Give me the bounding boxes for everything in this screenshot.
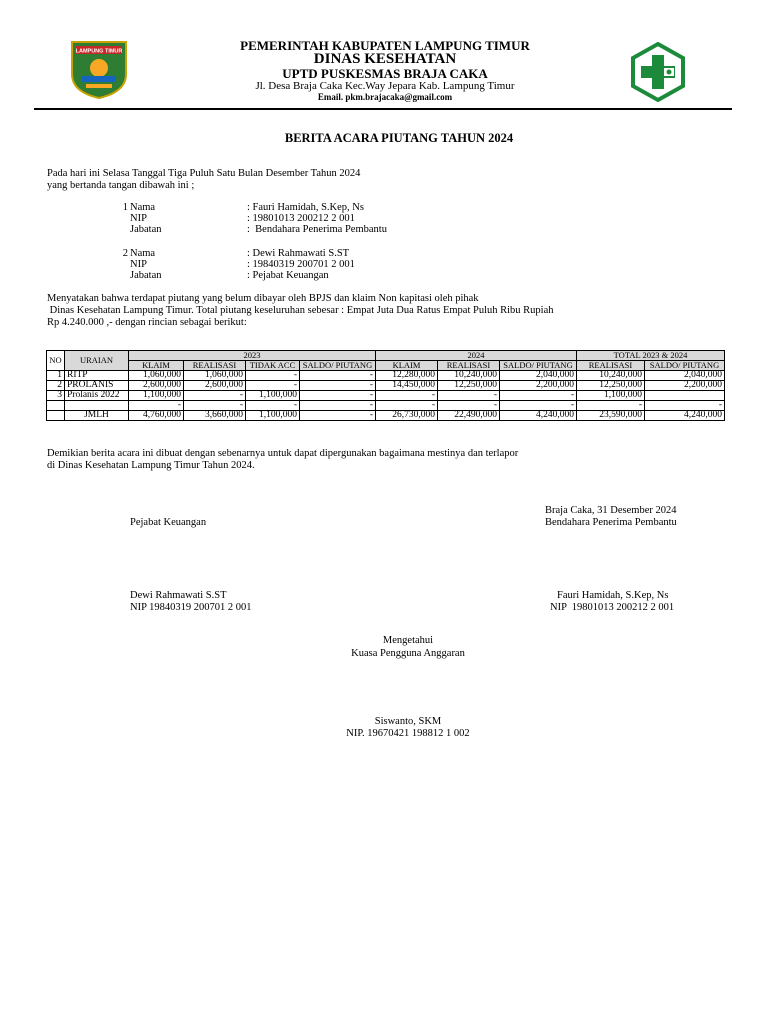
person-1-nip-label: NIP: [130, 213, 147, 224]
table-cell-total-saldo: -: [645, 401, 725, 411]
person-2-jabatan: : Pejabat Keuangan: [247, 270, 329, 281]
table-cell-uraian: RITP: [65, 371, 129, 381]
table-cell-2024-saldo: -: [500, 391, 577, 401]
table-cell-total-saldo: 2,200,000: [645, 381, 725, 391]
person-2-nip: : 19840319 200701 2 001: [247, 259, 355, 270]
table-cell-2024-saldo: 2,200,000: [500, 381, 577, 391]
table-row: [47, 381, 725, 391]
kpa-role: Kuasa Pengguna Anggaran: [351, 648, 465, 659]
table-group-2024: 2024: [376, 351, 577, 361]
person-2-jabatan-label: Jabatan: [130, 270, 162, 281]
table-cell-total-realisasi: 1,100,000: [577, 391, 645, 401]
table-cell-2024-klaim: 12,280,000: [376, 371, 438, 381]
table-cell-2024-realisasi: -: [438, 391, 500, 401]
table-header-2023-saldo: SALDO/ PIUTANG: [300, 361, 376, 371]
table-header-no: NO: [47, 351, 65, 371]
header-government: PEMERINTAH KABUPATEN LAMPUNG TIMUR: [240, 38, 530, 53]
table-group-total: TOTAL 2023 & 2024: [577, 351, 725, 361]
table-header-uraian: URAIAN: [65, 351, 129, 371]
place-date: Braja Caka, 31 Desember 2024: [545, 505, 677, 516]
table-cell-no: [47, 411, 65, 421]
table-header-2023-tidak-acc: TIDAK ACC: [246, 361, 300, 371]
right-signer-nip: NIP 19801013 200212 2 001: [550, 602, 675, 613]
header-email: Email. pkm.brajacaka@gmail.com: [317, 92, 453, 102]
table-cell-2024-realisasi: -: [438, 401, 500, 411]
table-header-2024-saldo: SALDO/ PIUTANG: [500, 361, 577, 371]
table-row: [47, 391, 725, 401]
table-cell-2023-tidak-acc: 1,100,000: [246, 391, 300, 401]
table-cell-2024-saldo: -: [500, 401, 577, 411]
header-divider: [34, 108, 732, 110]
table-cell-no: 3: [47, 391, 65, 401]
table-row: [47, 371, 725, 381]
table-group-2023: 2023: [129, 351, 376, 361]
header-department: DINAS KESEHATAN: [313, 51, 457, 67]
mengetahui-label: Mengetahui: [382, 635, 434, 646]
table-cell-2023-klaim: 4,760,000: [129, 411, 184, 421]
table-cell-2023-tidak-acc: -: [246, 381, 300, 391]
left-signer-name: Dewi Rahmawati S.ST: [130, 590, 227, 601]
left-signer-nip: NIP 19840319 200701 2 001: [130, 602, 252, 613]
table-cell-2024-realisasi: 10,240,000: [438, 371, 500, 381]
closing-line-2: di Dinas Kesehatan Lampung Timur Tahun 2024.: [47, 460, 255, 471]
table-total-row: [47, 411, 725, 421]
header-address: Jl. Desa Braja Caka Kec.Way Jepara Kab. Lampung Timur: [255, 80, 515, 92]
right-signer-role: Bendahara Penerima Pembantu: [545, 517, 677, 528]
table-cell-total-realisasi: 12,250,000: [577, 381, 645, 391]
table-cell-no: 1: [47, 371, 65, 381]
table-cell-2023-klaim: 1,100,000: [129, 391, 184, 401]
table-cell-2023-saldo: -: [300, 401, 376, 411]
table-cell-2023-klaim: -: [129, 401, 184, 411]
table-cell-2023-tidak-acc: -: [246, 401, 300, 411]
closing-line-1: Demikian berita acara ini dibuat dengan sebenarnya untuk dapat dipergunakan bagaimana mestinya dan terlapor: [47, 448, 519, 459]
table-cell-uraian: Prolanis 2022: [65, 391, 129, 401]
table-cell-2023-klaim: 1,060,000: [129, 371, 184, 381]
table-cell-total-realisasi: 10,240,000: [577, 371, 645, 381]
table-cell-total-saldo: [645, 391, 725, 401]
person-1-jabatan: : Bendahara Penerima Pembantu: [247, 224, 387, 235]
person-2-number: 2: [122, 248, 128, 259]
intro-line-2: yang bertanda tangan dibawah ini ;: [47, 180, 195, 191]
table-cell-2023-realisasi: -: [184, 401, 246, 411]
table-cell-uraian: [65, 401, 129, 411]
table-cell-2023-tidak-acc: -: [246, 371, 300, 381]
person-1-number: 1: [122, 202, 128, 213]
table-header-sub-row: [47, 361, 725, 371]
person-1-nip: : 19801013 200212 2 001: [247, 213, 355, 224]
table-cell-2024-klaim: 26,730,000: [376, 411, 438, 421]
table-cell-total-realisasi: -: [577, 401, 645, 411]
table-header-group-row: [47, 351, 725, 361]
person-1-nama-label: Nama: [130, 202, 156, 213]
table-cell-2024-saldo: 4,240,000: [500, 411, 577, 421]
person-1-jabatan-label: Jabatan: [130, 224, 162, 235]
lampung-timur-emblem-logo: [68, 38, 130, 100]
table-cell-2023-saldo: -: [300, 391, 376, 401]
table-header-2023-klaim: KLAIM: [129, 361, 184, 371]
table-header-total-realisasi: REALISASI: [577, 361, 645, 371]
table-cell-2024-saldo: 2,040,000: [500, 371, 577, 381]
health-cross-logo-icon: [628, 42, 688, 102]
person-2-nama: : Dewi Rahmawati S.ST: [247, 248, 350, 259]
logo-left-text: LAMPUNG TIMUR: [75, 48, 123, 55]
receivables-table: [46, 350, 725, 421]
kpa-nip: NIP. 19670421 198812 1 002: [346, 728, 470, 739]
header-unit: UPTD PUSKESMAS BRAJA CAKA: [282, 66, 488, 81]
person-1-nama: : Fauri Hamidah, S.Kep, Ns: [247, 202, 364, 213]
table-cell-total-saldo: 4,240,000: [645, 411, 725, 421]
statement-line-3: Rp 4.240.000 ,- dengan rincian sebagai berikut:: [47, 317, 247, 328]
table-cell-no: [47, 401, 65, 411]
table-cell-2024-klaim: -: [376, 391, 438, 401]
table-header-2024-realisasi: REALISASI: [438, 361, 500, 371]
table-cell-2023-realisasi: -: [184, 391, 246, 401]
table-cell-2024-klaim: -: [376, 401, 438, 411]
table-cell-2023-saldo: -: [300, 411, 376, 421]
kpa-name: Siswanto, SKM: [374, 716, 442, 727]
table-cell-2024-realisasi: 12,250,000: [438, 381, 500, 391]
table-cell-2023-realisasi: 2,600,000: [184, 381, 246, 391]
table-header-2024-klaim: KLAIM: [376, 361, 438, 371]
table-row: [47, 401, 725, 411]
table-cell-uraian: PROLANIS: [65, 381, 129, 391]
table-cell-2023-realisasi: 1,060,000: [184, 371, 246, 381]
table-cell-no: 2: [47, 381, 65, 391]
left-signer-role: Pejabat Keuangan: [130, 517, 207, 528]
right-signer-name: Fauri Hamidah, S.Kep, Ns: [557, 590, 669, 601]
intro-line-1: Pada hari ini Selasa Tanggal Tiga Puluh Satu Bulan Desember Tahun 2024: [47, 168, 361, 179]
statement-line-1: Menyatakan bahwa terdapat piutang yang belum dibayar oleh BPJS dan klaim Non kapitasi oleh pihak: [47, 293, 479, 304]
statement-line-2: Dinas Kesehatan Lampung Timur. Total piutang keseluruhan sebesar : Empat Juta Dua Ratus Empat Puluh Ribu Rupiah: [47, 305, 554, 316]
table-header-2023-realisasi: REALISASI: [184, 361, 246, 371]
table-cell-2023-saldo: -: [300, 381, 376, 391]
table-cell-total-saldo: 2,040,000: [645, 371, 725, 381]
table-cell-uraian: JMLH: [65, 411, 129, 421]
table-cell-total-realisasi: 23,590,000: [577, 411, 645, 421]
person-2-nip-label: NIP: [130, 259, 147, 270]
table-cell-2023-klaim: 2,600,000: [129, 381, 184, 391]
document-title: BERITA ACARA PIUTANG TAHUN 2024: [284, 131, 514, 145]
table-cell-2023-tidak-acc: 1,100,000: [246, 411, 300, 421]
table-cell-2023-realisasi: 3,660,000: [184, 411, 246, 421]
table-cell-2023-saldo: -: [300, 371, 376, 381]
table-cell-2024-realisasi: 22,490,000: [438, 411, 500, 421]
person-2-nama-label: Nama: [130, 248, 156, 259]
table-header-total-saldo: SALDO/ PIUTANG: [645, 361, 725, 371]
table-cell-2024-klaim: 14,450,000: [376, 381, 438, 391]
